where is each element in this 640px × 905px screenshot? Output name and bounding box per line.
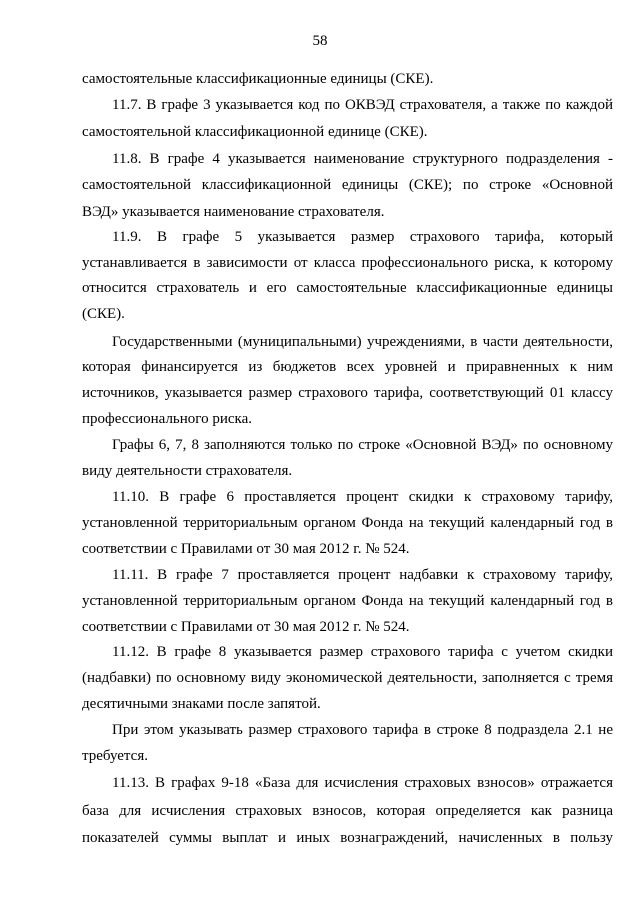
text-line: соответствии с Правилами от 30 мая 2012 г. № 524. <box>82 619 410 635</box>
page-number: 58 <box>312 33 328 49</box>
text-line: При этом указывать размер страхового тарифа в строке 8 подраздела 2.1 не <box>112 722 613 738</box>
text-line: база для исчисления страховых взносов, которая определяется как разница <box>82 803 613 819</box>
text-line: виду деятельности страхователя. <box>82 463 293 479</box>
text-line: самостоятельные классификационные единицы (СКЕ). <box>82 71 434 87</box>
text-line: 11.9. В графе 5 указывается размер страхового тарифа, который <box>112 229 613 245</box>
text-line: 11.8. В графе 4 указывается наименование структурного подразделения - <box>112 151 613 167</box>
text-line: 11.7. В графе 3 указывается код по ОКВЭД страхователя, а также по каждой <box>112 97 613 113</box>
text-line: 11.12. В графе 8 указывается размер страхового тарифа с учетом скидки <box>112 644 613 660</box>
text-line: десятичными знаками после запятой. <box>82 696 321 712</box>
text-line: 11.13. В графах 9-18 «База для исчисления страховых взносов» отражается <box>112 775 613 791</box>
text-line: 11.11. В графе 7 проставляется процент надбавки к страховому тарифу, <box>112 567 613 583</box>
text-line: установленной территориальным органом Фонда на текущий календарный год в <box>82 593 613 609</box>
text-line: ВЭД» указывается наименование страхователя. <box>82 204 385 220</box>
text-line: 11.10. В графе 6 проставляется процент скидки к страховому тарифу, <box>112 489 613 505</box>
text-line: показателей суммы выплат и иных вознаграждений, начисленных в пользу <box>82 830 613 846</box>
text-line: относится страхователь и его самостоятельные классификационные единицы <box>82 280 613 296</box>
text-line: требуется. <box>82 748 148 764</box>
text-line: которая финансируется из бюджетов всех уровней и приравненных к ним <box>82 359 613 375</box>
text-line: Графы 6, 7, 8 заполняются только по строке «Основной ВЭД» по основному <box>112 437 613 453</box>
text-line: установленной территориальным органом Фонда на текущий календарный год в <box>82 515 613 531</box>
text-line: (СКЕ). <box>82 306 125 322</box>
text-line: Государственными (муниципальными) учреждениями, в части деятельности, <box>112 334 613 350</box>
text-line: соответствии с Правилами от 30 мая 2012 г. № 524. <box>82 541 410 557</box>
text-line: источников, указывается размер страхового тарифа, соответствующий 01 классу <box>82 385 613 401</box>
text-line: самостоятельной классификационной единицы (СКЕ); по строке «Основной <box>82 177 613 193</box>
text-line: самостоятельной классификационной единице (СКЕ). <box>82 124 428 140</box>
text-line: (надбавки) по основному виду экономической деятельности, заполняется с тремя <box>82 670 613 686</box>
text-line: профессионального риска. <box>82 411 252 427</box>
text-line: устанавливается в зависимости от класса профессионального риска, к которому <box>82 255 613 271</box>
